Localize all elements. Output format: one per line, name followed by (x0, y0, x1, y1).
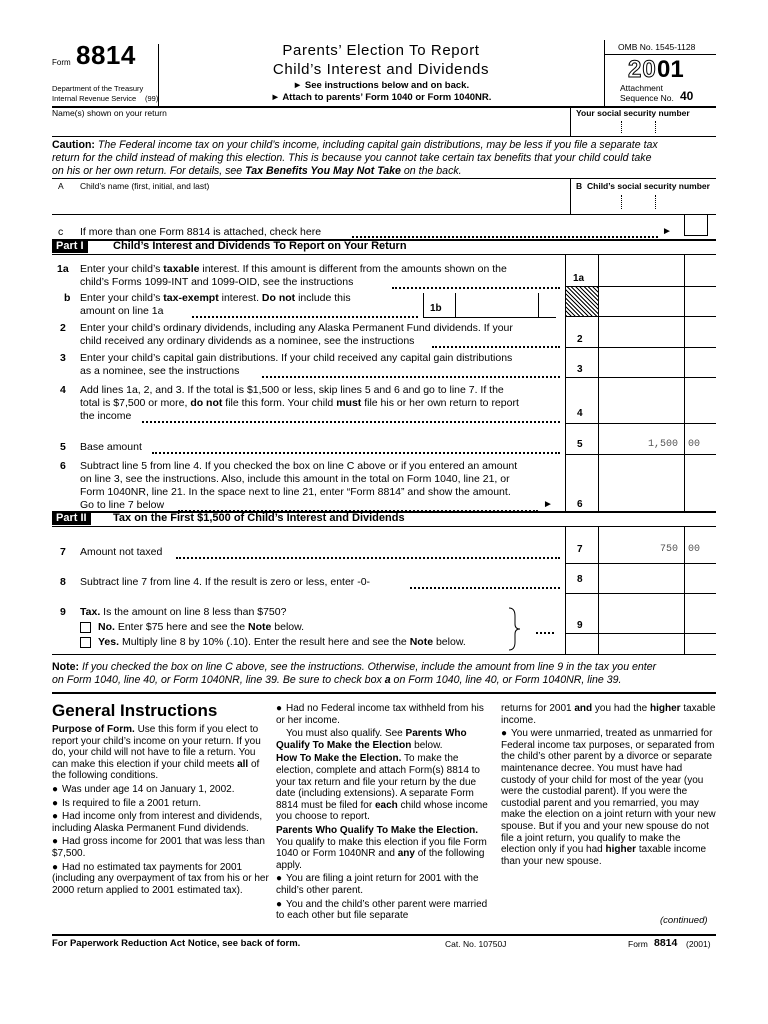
caution-text-2: return for the child instead of making this election. This is because you cannot take certain tax benefits that your child could take (52, 152, 652, 164)
line-1a-text-c: interest. If this amount is different from the amounts shown on the (199, 263, 507, 275)
line-4-box-label: 4 (577, 408, 583, 419)
qualification-2-higher: higher (649, 703, 681, 714)
line-2-amount-field[interactable] (600, 318, 714, 346)
purpose-heading: Purpose of Form. (52, 724, 135, 735)
line-4-text-2c: file this form. Your child (222, 397, 337, 409)
parents-qualify-any: any (397, 848, 415, 860)
omb-number: OMB No. 1545-1128 (618, 42, 696, 52)
note-label: Note: (52, 661, 80, 673)
child-ssn-label: Child’s social security number (587, 181, 710, 191)
line-7-number: 7 (60, 546, 66, 558)
line-c-letter: c (58, 226, 64, 238)
line-c-checkbox[interactable] (684, 214, 708, 236)
qualification-2-cont-c: taxable income. (501, 703, 716, 726)
condition-4: Had gross income for 2001 that was less than $7,500. (52, 836, 265, 859)
line-6-text-2: on line 3, see the instructions. Also, include this amount in the total on Form 1040, line 21, or (80, 473, 510, 485)
note-block (52, 661, 716, 687)
line-9-no-end: below. (271, 621, 305, 633)
footer-form-word: Form (628, 939, 648, 949)
line-1b-text-c: interest. (218, 292, 262, 304)
tax-year-outline: 20 (628, 56, 657, 83)
line-4-amount-field[interactable] (600, 379, 714, 422)
how-to-text: To make the election, complete and attach Form(s) 8814 to your tax return and file your return by the due date (including extensions). A separate Form 8814 must be filed for (276, 753, 480, 811)
line-9-yes-note: Note (409, 636, 434, 648)
line-6-text-4: Go to line 7 below (80, 499, 165, 511)
form-word: Form (52, 58, 71, 67)
note-text-2c: on Form 1040, line 40, or Form 1040NR, line 39. (390, 674, 622, 686)
parents-qualify-heading: Parents Who Qualify To Make the Election. (276, 824, 479, 836)
form-title-line1: Parents’ Election To Report (282, 42, 480, 59)
dept-code: (99) (145, 94, 159, 103)
caution-text-3b: Tax Benefits You May Not Take (245, 165, 401, 177)
qualify-text-a: You must also qualify. See (286, 728, 406, 740)
line-1a-text-2: child’s Forms 1099-INT and 1099-OID, see the instructions (80, 276, 354, 288)
how-to-heading: How To Make the Election. (276, 753, 402, 765)
attachment-label: Attachment (620, 83, 663, 93)
line-3-text-1: Enter your child’s capital gain distributions. If your child received any capital gain distributions (80, 352, 513, 364)
line-4-text-2e: file his or her own return to report (361, 397, 519, 409)
form-title-line2: Child’s Interest and Dividends (272, 61, 490, 78)
line-9-no-text: Enter $75 here and see the (114, 621, 249, 633)
line-7-cents: 00 (688, 544, 701, 555)
line-9-no-label: No. (98, 621, 115, 633)
line-9-box-label: 9 (577, 620, 583, 631)
qualification-3: You were unmarried, treated as unmarried for Federal income tax purposes, or separated from the child’s other parent by a divorce or separate maintenance decree. You must have had custody of your child for most of the year (you were the custodial parent). If you were the custodial parent and you remarried, you may make the election on a joint return with your new spouse. But if you and your new spouse do not file a joint return, you qualify to make the election only if you had (501, 728, 716, 856)
condition-1: Was under age 14 on January 1, 2002. (62, 783, 235, 795)
line-1a-text-b: taxable (163, 263, 200, 275)
line-1b-shaded-cell (566, 286, 598, 316)
line-c-text: If more than one Form 8814 is attached, check here (80, 226, 322, 238)
instructions-column-2: ● Had no Federal income tax withheld from his or her income. You must also qualify. See Parents Who Qualify To Make the Election below. How To Make the Election. To make the election, complete and attach Form(s) 8814 to your tax return and file your return by the due date (including extensions). A separate Form 8814 must be filed for each child whose income you choose to report. Parents Who Qualify To Make the Election. You qualify to make this election if you file Form 1040 or Form 1040NR and any of the following apply. ● You are filing a joint return for 2001 with the child’s other parent. ● You and the child’s other parent were married to each other but file separate (276, 703, 488, 922)
line-1b-amount-field[interactable] (457, 294, 554, 316)
line-5-text: Base amount (80, 441, 142, 453)
line-8-number: 8 (60, 576, 66, 588)
line-9-number: 9 (60, 606, 66, 618)
instructions-column-1: Purpose of Form. Use this form if you elect to report your child’s income on your return. If you do, your child will not have to file a return. You can make this election if your child meets all of the following conditions. ● Was under age 14 on January 1, 2002. ● Is required to file a 2001 return. ● Had income only from interest and dividends, including Alaska Permanent Fund dividends. ● Had gross income for 2001 that was less than $7,500. ● Had no estimated tax payments for 2001 (including any overpayment of tax from his or her 2000 return applied to 2001 estimated tax). (52, 724, 269, 896)
caution-text-1: The Federal income tax on your child’s income, including capital gain distributions, may be less if you file a separate tax (94, 139, 658, 151)
condition-3: Had income only from interest and dividends, including Alaska Permanent Fund dividends. (52, 811, 263, 834)
qualification-2: You and the child’s other parent were married to each other but file separate (276, 898, 488, 922)
line-9-question: Is the amount on line 8 less than $750? (100, 606, 287, 618)
line-6-number: 6 (60, 460, 66, 472)
qualify-text-c: below. (411, 739, 443, 751)
sequence-number: 40 (680, 89, 694, 103)
line-9-brace-icon (506, 606, 522, 652)
line-3-number: 3 (60, 352, 66, 364)
line-a-letter: A (58, 181, 64, 191)
line-9-tax-label: Tax. (80, 606, 101, 618)
line-5-number: 5 (60, 441, 66, 453)
attach-note: ► Attach to parents’ Form 1040 or Form 1040NR. (270, 92, 492, 103)
line-9-yes-checkbox[interactable] (80, 637, 91, 648)
line-4-text-3: the income (80, 410, 132, 422)
part-1-label: Part I (52, 240, 88, 253)
form-number: 8814 (76, 40, 136, 70)
line-3-text-2: as a nominee, see the instructions (80, 365, 240, 377)
part-2-label: Part II (52, 512, 91, 525)
child-name-field[interactable] (80, 192, 566, 212)
line-1a-number: 1a (57, 263, 69, 275)
line-1a-amount-field[interactable] (600, 256, 714, 285)
your-ssn-label: Your social security number (576, 108, 690, 118)
line-9-yes-end: below. (433, 636, 466, 648)
ssn-divider-1 (621, 121, 622, 133)
line-1b-text-d: Do not (261, 292, 296, 304)
line-9-yes-label: Yes. (98, 636, 120, 648)
line-9-yes-text: Multiply line 8 by 10% (.10). Enter the result here and see the (119, 636, 410, 648)
instructions-note: ► See instructions below and on back. (292, 80, 470, 91)
parents-qualify-text: You qualify to make this election if you file Form 1040 or Form 1040NR and (276, 836, 487, 860)
tax-year-bold: 01 (657, 56, 684, 83)
line-8-text: Subtract line 7 from line 4. If the result is zero or less, enter -0- (80, 576, 371, 588)
caution-text-3a: on his or her own return. For details, see (52, 165, 246, 177)
line-5-box-label: 5 (577, 439, 583, 450)
qualification-2-cont-b: you had the (592, 703, 650, 714)
child-ssn-field[interactable] (575, 192, 715, 212)
qualification-3-higher: higher (605, 844, 637, 856)
line-5-amount: 1,500 (647, 439, 678, 450)
note-text-1: If you checked the box on line C above, see the instructions. Otherwise, include the amount from line 9 in the tax you enter (79, 661, 657, 673)
line-4-text-2a: total is $7,500 or more, (80, 397, 191, 409)
line-1b-box-label: 1b (430, 303, 442, 314)
instructions-column-3: returns for 2001 and you had the higher taxable income. ● You were unmarried, treated as unmarried for Federal income tax purposes, or separated from the child’s other parent by a divorce or separate maintenance decree. You must have had custody of your child for most of the year (you were the custodial parent). If you were the custodial parent and you remarried, you may make the election on a joint return with your new spouse. But if you and your new spouse do not file a joint return, you qualify to make the election only if you had higher taxable income than your new spouse. (501, 703, 716, 867)
how-to-each: each (374, 799, 398, 811)
note-text-2a: on Form 1040, line 40, or Form 1040NR, line 39. Be sure to check box (52, 674, 385, 686)
child-ssn-divider-2 (655, 195, 656, 209)
line-1b-text-2: amount on line 1a (80, 305, 164, 317)
purpose-text-b: of the following conditions. (52, 758, 260, 782)
line-4-text-2d: must (336, 397, 362, 409)
names-label: Name(s) shown on your return (52, 108, 167, 118)
condition-5: Had no estimated tax payments for 2001 (including any overpayment of tax from his or her 2000 return applied to 2001 estimated tax). (52, 861, 269, 896)
line-2-text-2: child received any ordinary dividends as a nominee, see the instructions (80, 335, 415, 347)
continued-label: (continued) (660, 915, 708, 926)
line-4-text-1: Add lines 1a, 2, and 3. If the total is $1,500 or less, skip lines 5 and 6 and go to line 7. If the (80, 384, 504, 396)
general-instructions-heading: General Instructions (52, 701, 218, 720)
line-2-box-label: 2 (577, 334, 583, 345)
line-9-amount-field[interactable] (600, 595, 714, 632)
line-9-no-note: Note (248, 621, 272, 633)
footer-form-number: 8814 (654, 937, 678, 949)
line-6-amount-field[interactable] (600, 456, 714, 511)
qualification-2-cont-a: returns for 2001 (501, 703, 575, 714)
footer-year: (2001) (686, 939, 711, 949)
line-3-box-label: 3 (577, 364, 583, 375)
child-ssn-divider-1 (621, 195, 622, 209)
parents-qualify-text-b: of the following apply. (276, 848, 485, 871)
line-1a-box-label: 1a (573, 273, 585, 284)
line-1a-text-a: Enter your child’s (80, 263, 164, 275)
purpose-all: all (237, 758, 249, 770)
line-7-box-label: 7 (577, 544, 583, 555)
line-c-arrow: ► (662, 226, 672, 237)
line-1b-text-a: Enter your child’s (80, 292, 164, 304)
line-5-cents: 00 (688, 439, 701, 450)
sequence-label: Sequence No. (620, 93, 674, 103)
line-6-text-3: Form 1040NR, line 21. In the space next to line 21, enter “Form 8814” and show the amount. (80, 486, 511, 498)
condition-2: Is required to file a 2001 return. (62, 797, 201, 809)
line-8-amount-field[interactable] (600, 565, 714, 592)
line-2-text-1: Enter your child’s ordinary dividends, including any Alaska Permanent Fund dividends. If your (80, 322, 513, 334)
part-1-title: Child’s Interest and Dividends To Report on Your Return (113, 240, 407, 252)
irs-label: Internal Revenue Service (52, 94, 137, 103)
qualification-1: You are filing a joint return for 2001 with the child’s other parent. (276, 873, 479, 896)
condition-6: Had no Federal income tax withheld from his or her income. (276, 703, 484, 726)
part-2-title: Tax on the First $1,500 of Child’s Interest and Dividends (113, 512, 405, 524)
department-label: Department of the Treasury (52, 84, 144, 93)
line-4-text-2b: do not (190, 397, 223, 409)
line-1b-text-b: tax-exempt (163, 292, 219, 304)
line-9-no-checkbox[interactable] (80, 622, 91, 633)
child-name-label: Child’s name (first, initial, and last) (80, 181, 210, 191)
qualify-text-b: Parents Who Qualify To Make the Election (276, 728, 467, 751)
line-6-box-label: 6 (577, 499, 583, 510)
paperwork-notice: For Paperwork Reduction Act Notice, see back of form. (52, 938, 301, 949)
catalog-number: Cat. No. 10750J (445, 939, 507, 949)
note-text-2b: a (384, 674, 391, 686)
line-7-text: Amount not taxed (80, 546, 163, 558)
how-to-text-b: child whose income you choose to report. (276, 799, 488, 823)
ssn-divider-2 (655, 121, 656, 133)
line-7-amount: 750 (659, 544, 678, 555)
line-3-amount-field[interactable] (600, 349, 714, 376)
line-b-letter: B (576, 181, 583, 191)
caution-label: Caution: (52, 139, 95, 151)
line-6-arrow: ► (543, 499, 553, 510)
line-4-number: 4 (60, 384, 66, 396)
line-1b-number: b (64, 292, 71, 304)
line-8-box-label: 8 (577, 574, 583, 585)
caution-text-3c: on the back. (400, 165, 462, 177)
qualification-3-end: taxable income than your new spouse. (501, 844, 707, 867)
qualification-2-and: and (574, 703, 593, 714)
line-1b-text-e: include this (295, 292, 351, 304)
purpose-text: Use this form if you elect to report your child’s income on your return. If you do, your child will not have to file a return. You can make this election if your child meets (52, 724, 261, 770)
line-6-text-1: Subtract line 5 from line 4. If you checked the box on line C above or if you entered an amount (80, 460, 518, 472)
line-2-number: 2 (60, 322, 66, 334)
